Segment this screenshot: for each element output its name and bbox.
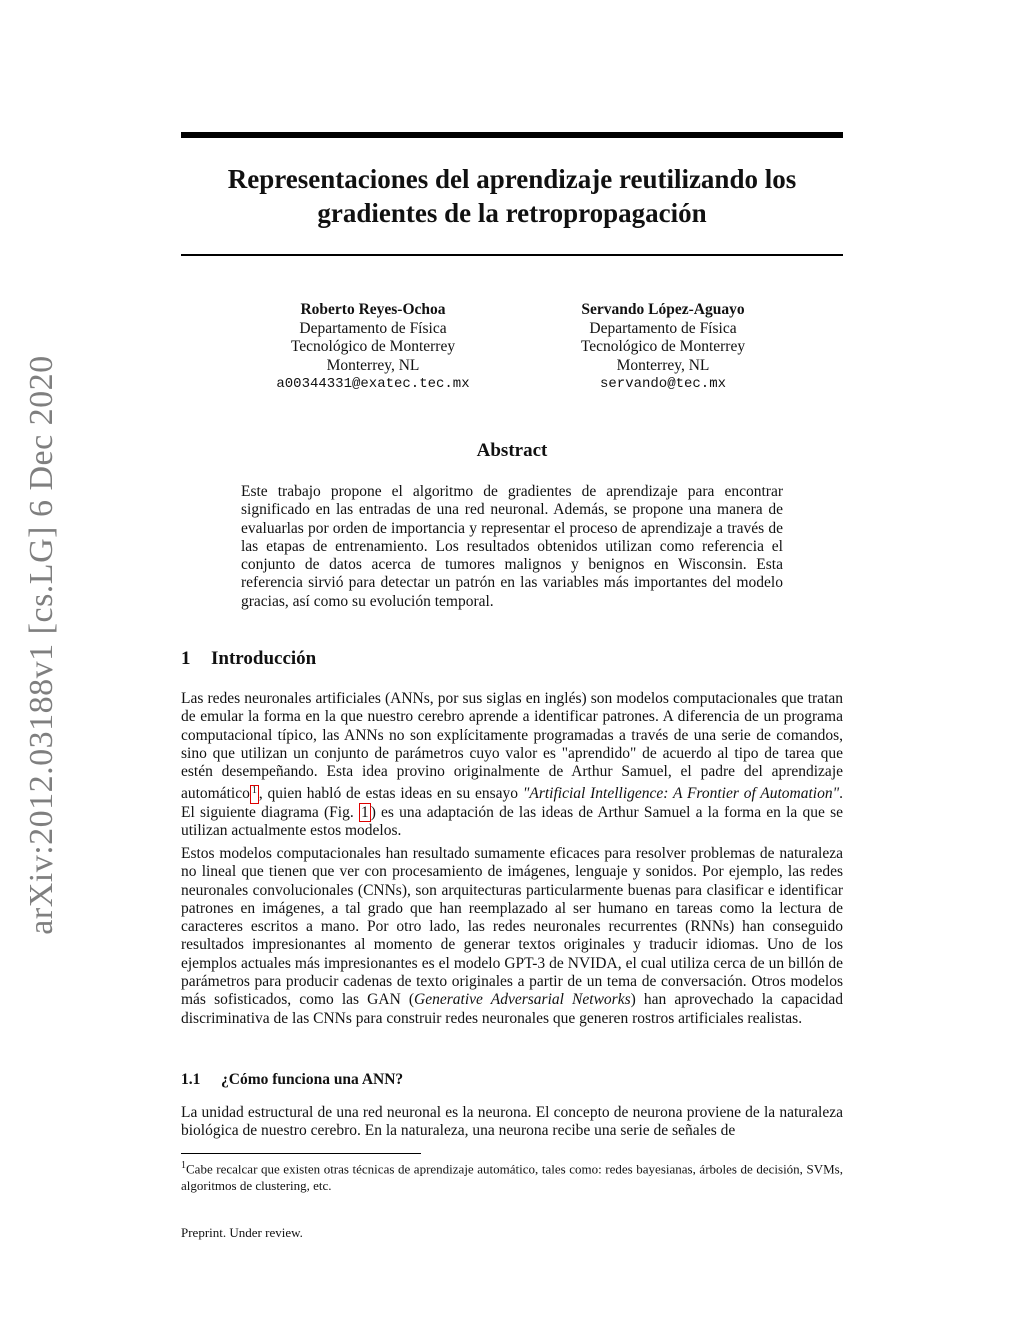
arxiv-stamp: arXiv:2012.03188v1 [cs.LG] 6 Dec 2020 [23,355,60,935]
paper-title [181,162,843,230]
author-institution: Tecnológico de Monterrey [290,338,456,355]
subsection-number: 1.1 [181,1071,201,1088]
author-city: Monterrey, NL [616,356,710,374]
author-block-1 [213,301,533,394]
title-bottom-rule [181,254,843,256]
subsection-paragraph-1: La unidad estructural de una red neuronal es la neurona. El concepto de neurona proviene de la naturaleza biológica de nuestro cerebro. En la naturaleza, una neurona recibe una serie de señales de [181,1104,843,1140]
author-institution: Tecnológico de Monterrey [580,338,746,355]
preprint-note: Preprint. Under review. [181,1225,303,1240]
essay-title: "Artificial Intelligence: A Frontier of Automation" [522,785,840,803]
gan-term: Generative Adversarial Networks [414,991,631,1009]
author-city: Monterrey, NL [326,356,420,374]
author-name: Servando López-Aguayo [581,301,745,318]
footnote-ref-link[interactable] [250,785,259,804]
p1-text-c: . El siguiente diagrama (Fig. [181,785,843,821]
p1-text-b: , quien habló de estas ideas en su ensayo [258,785,523,803]
p1-text-a: Las redes neuronales artificiales (ANNs, por sus siglas en inglés) son modelos computacionales que tratan de emular la forma en la que nuestro cerebro aprende a identificar patrones. A diferencia de un programa computacional típico, las ANNs no son explícitamente programadas a través de una serie de comandos, sino que utilizan un conjunto de parámetros cuyo valor es "aprendido" de acuerdo al tipo de tarea que estén desempeñando. Esta idea provino originalmente de Arthur Samuel, el padre del aprendizaje automático [181,690,843,803]
footnote-text: Cabe recalcar que existen otras técnicas de aprendizaje automático, tales como: redes bayesianas, árboles de decisión, SVMs, algoritmos de clustering, etc. [181,1161,843,1194]
footnote-rule [181,1153,421,1154]
title-line-2: gradientes de la retropropagación [317,198,707,228]
abstract-heading: Abstract [476,440,548,461]
author-dept: Departamento de Física [299,319,447,337]
p2-text-a: Estos modelos computacionales han resultado sumamente eficaces para resolver problemas de naturaleza no lineal que tienen que ver con procesamiento de imágenes, lenguaje y sonidos. Por ejemplo, las redes neuronales convolucionales (CNNs), son arquitecturas particularmente buenas para clasificar e identificar patrones en imágenes, a tal grado que han reemplazado al ser humano en tareas como la lectura de caracteres escritos a mano. Por otro lado, las redes neuronales recurrentes (RNNs) han conseguido resultados impresionantes al momento de generar textos originales y traducir idiomas. Uno de los ejemplos actuales más impresionantes es el modelo GPT-3 de NVIDA, el cual utiliza cerca de un billón de parámetros para producir cadenas de texto originales a partir de un tema de conversación. Otros modelos más sofisticados, como las GAN ( [181,845,843,1009]
intro-paragraph-2 [181,845,843,1028]
figure-ref-link[interactable]: 1 [360,803,369,821]
section-1-heading [181,648,316,670]
p2-text-b: ) han aprovechado la capacidad discriminativa de las CNNs para construir redes neuronales que generen rostros artificiales realistas. [181,991,843,1027]
author-block-2 [503,301,823,394]
subsection-title: ¿Cómo funciona una ANN? [221,1071,404,1088]
author-email[interactable]: a00344331@exatec.tec.mx [276,376,470,392]
title-top-rule [181,132,843,138]
intro-paragraph-1 [181,690,843,841]
section-title: Introducción [211,648,317,669]
section-number: 1 [181,648,191,669]
p1-text-d: ) es una adaptación de las ideas de Arthur Samuel a la forma en la que se utilizan actualmente estos modelos. [181,803,843,840]
author-name: Roberto Reyes-Ochoa [300,301,446,318]
subsection-1-1-heading [181,1071,403,1089]
author-email[interactable]: servando@tec.mx [599,376,727,392]
footnote-ref-mark: 1 [251,784,257,796]
author-dept: Departamento de Física [589,319,737,337]
title-line-1: Representaciones del aprendizaje reutilizando los [227,164,797,194]
footnote-mark: 1 [181,1160,186,1171]
footnote [181,1157,843,1194]
abstract-text: Este trabajo propone el algoritmo de gradientes de aprendizaje para encontrar significado en las entradas de una red neuronal. Además, se propone una manera de evaluarlas por orden de importancia y representar el proceso de aprendizaje a través de las etapas de entrenamiento. Los resultados obtenidos utilizan como referencia el conjunto de datos acerca de tumores malignos y benignos en Wisconsin. Esta referencia sirvió para detectar un patrón en las variables más importantes del modelo gracias, así como su evolución temporal. [241,483,783,610]
